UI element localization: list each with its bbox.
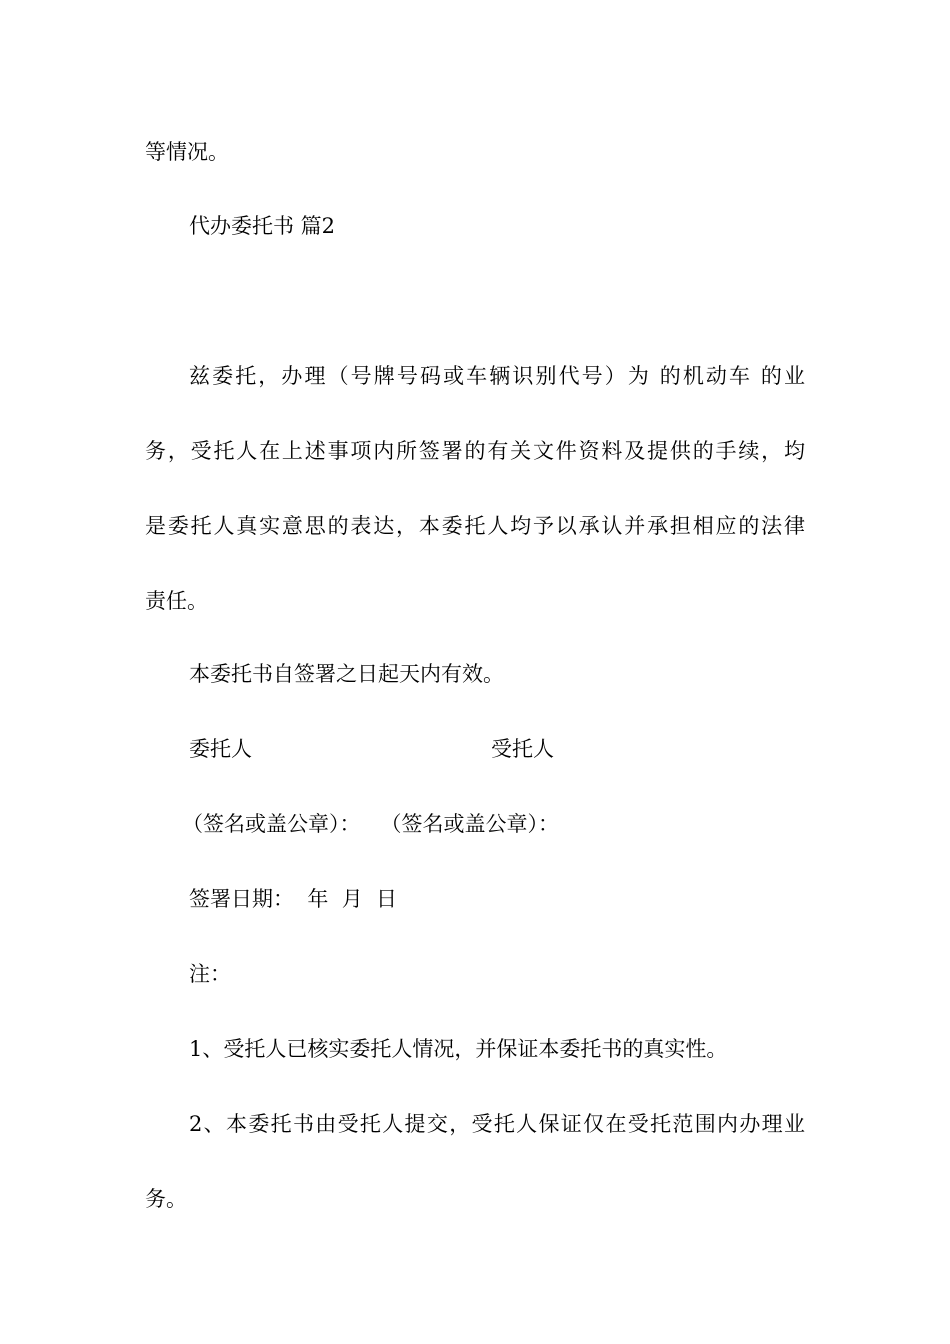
sign-date: 签署日期： 年 月 日: [189, 887, 398, 911]
note-item-continued: 务。: [145, 1187, 187, 1211]
note-item: 2、本委托书由受托人提交，受托人保证仅在受托范围内办理业: [189, 1112, 805, 1136]
note-item: 1、受托人已核实委托人情况，并保证本委托书的真实性。: [189, 1037, 728, 1061]
continued-text: 等情况。: [145, 140, 229, 164]
signature-labels: [189, 735, 849, 763]
section-heading: 代办委托书 篇2: [189, 214, 336, 238]
paragraph-line: 责任。: [145, 589, 208, 613]
principal-label: 委托人: [189, 737, 252, 761]
signature-note: （签名或盖公章）： （签名或盖公章）：: [182, 812, 560, 836]
paragraph-line: 兹委托，办理（号牌号码或车辆识别代号）为 的机动车 的业: [189, 364, 805, 388]
note-label: 注：: [189, 962, 231, 986]
paragraph-line: 务，受托人在上述事项内所签署的有关文件资料及提供的手续，均: [145, 439, 805, 463]
agent-label: 受托人: [491, 737, 554, 761]
validity-text: 本委托书自签署之日起天内有效。: [189, 662, 504, 686]
paragraph-line: 是委托人真实意思的表达，本委托人均予以承认并承担相应的法律: [145, 514, 805, 538]
